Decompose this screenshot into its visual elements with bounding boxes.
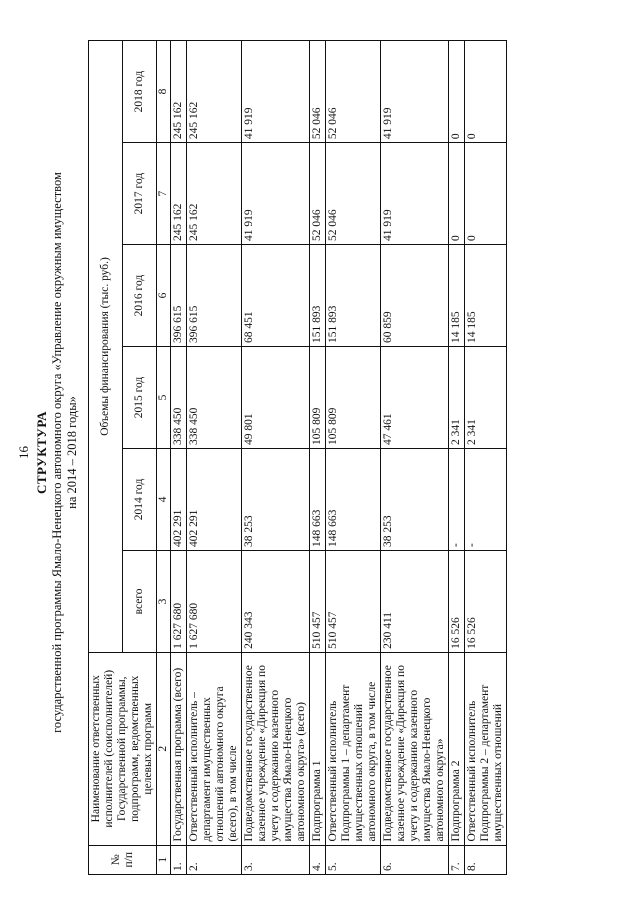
cell-2017: 52 046 xyxy=(310,143,326,245)
cell-2015: 47 461 xyxy=(381,347,449,449)
row-name: Государственная программа (всего) xyxy=(171,652,187,845)
table-row xyxy=(171,41,187,875)
cell-2016: 68 451 xyxy=(242,245,310,347)
column-index: 2 xyxy=(157,652,171,845)
column-index: 4 xyxy=(157,448,171,550)
cell-2014: 402 291 xyxy=(171,448,187,550)
cell-2016: 396 615 xyxy=(187,245,242,347)
page-number: 16 xyxy=(16,446,31,459)
cell-2014: 38 253 xyxy=(381,448,449,550)
table-row xyxy=(465,41,507,875)
row-number: 7. xyxy=(449,845,465,874)
header-no: № п/п xyxy=(89,845,157,874)
cell-2018: 52 046 xyxy=(326,41,381,143)
title-line-3: на 2014 – 2018 годы» xyxy=(65,396,79,509)
row-name: Подпрограмма 2 xyxy=(449,652,465,845)
cell-total: 230 411 xyxy=(381,550,449,652)
cell-2016: 151 893 xyxy=(326,245,381,347)
cell-total: 510 457 xyxy=(310,550,326,652)
table-row xyxy=(381,41,449,875)
cell-2014: - xyxy=(465,448,507,550)
cell-2014: 402 291 xyxy=(187,448,242,550)
cell-2018: 41 919 xyxy=(242,41,310,143)
header-year-2017: 2017 год xyxy=(123,143,157,245)
cell-2017: 245 162 xyxy=(187,143,242,245)
cell-2018: 245 162 xyxy=(171,41,187,143)
column-index: 7 xyxy=(157,143,171,245)
cell-2017: 245 162 xyxy=(171,143,187,245)
cell-total: 1 627 680 xyxy=(171,550,187,652)
financing-structure-table xyxy=(88,40,507,875)
row-name: Ответственный исполнитель Подпрограммы 2 – департамент имущественных отношений xyxy=(465,652,507,845)
cell-total: 510 457 xyxy=(326,550,381,652)
cell-2015: 2 341 xyxy=(465,347,507,449)
cell-2015: 49 801 xyxy=(242,347,310,449)
row-name: Ответственный исполнитель – департамент имущественных отношений автономного округа (всего), в том числе xyxy=(187,652,242,845)
cell-2017: 41 919 xyxy=(242,143,310,245)
header-name: Наименование ответственных исполнителей (соисполнителей) Государственной программы, подпрограмм, ведомственных целевых программ xyxy=(89,652,157,845)
cell-total: 240 343 xyxy=(242,550,310,652)
column-index: 3 xyxy=(157,550,171,652)
table-row xyxy=(187,41,242,875)
cell-2018: 0 xyxy=(465,41,507,143)
cell-2017: 41 919 xyxy=(381,143,449,245)
row-number: 2. xyxy=(187,845,242,874)
row-number: 5. xyxy=(326,845,381,874)
row-number: 4. xyxy=(310,845,326,874)
cell-2016: 151 893 xyxy=(310,245,326,347)
column-index: 6 xyxy=(157,245,171,347)
cell-total: 1 627 680 xyxy=(187,550,242,652)
cell-2015: 2 341 xyxy=(449,347,465,449)
column-index: 1 xyxy=(157,845,171,874)
column-index-row xyxy=(157,41,171,875)
table-row xyxy=(326,41,381,875)
cell-total: 16 526 xyxy=(449,550,465,652)
document-heading xyxy=(34,0,80,905)
header-year-2018: 2018 год xyxy=(123,41,157,143)
row-number: 1. xyxy=(171,845,187,874)
header-year-2016: 2016 год xyxy=(123,245,157,347)
table-row xyxy=(310,41,326,875)
cell-2015: 338 450 xyxy=(171,347,187,449)
cell-2016: 14 185 xyxy=(449,245,465,347)
cell-total: 16 526 xyxy=(465,550,507,652)
row-number: 8. xyxy=(465,845,507,874)
cell-2016: 60 859 xyxy=(381,245,449,347)
cell-2017: 52 046 xyxy=(326,143,381,245)
table-row xyxy=(449,41,465,875)
cell-2017: 0 xyxy=(449,143,465,245)
title-line-2: государственной программы Ямало-Ненецкого автономного округа «Управление окружным имуществом xyxy=(50,172,64,733)
row-name: Подведомственное государственное казенное учреждение «Дирекция по учету и содержанию казенного имущества Ямало-Ненецкого автономного округа» xyxy=(381,652,449,845)
cell-2018: 245 162 xyxy=(187,41,242,143)
row-name: Подведомственное государственное казенное учреждение «Дирекция по учету и содержанию казенного имущества Ямало-Ненецкого автономного округа» (всего) xyxy=(242,652,310,845)
cell-2014: - xyxy=(449,448,465,550)
cell-2017: 0 xyxy=(465,143,507,245)
row-number: 6. xyxy=(381,845,449,874)
cell-2015: 105 809 xyxy=(326,347,381,449)
cell-2018: 52 046 xyxy=(310,41,326,143)
row-name: Ответственный исполнитель Подпрограммы 1 – департамент имущественных отношений автономного округа, в том числе xyxy=(326,652,381,845)
header-year-2015: 2015 год xyxy=(123,347,157,449)
cell-2018: 0 xyxy=(449,41,465,143)
column-index: 5 xyxy=(157,347,171,449)
cell-2014: 38 253 xyxy=(242,448,310,550)
header-total: всего xyxy=(123,550,157,652)
table-row xyxy=(242,41,310,875)
row-number: 3. xyxy=(242,845,310,874)
cell-2016: 14 185 xyxy=(465,245,507,347)
header-volumes: Объемы финансирования (тыс. руб.) xyxy=(89,41,123,653)
cell-2016: 396 615 xyxy=(171,245,187,347)
cell-2015: 105 809 xyxy=(310,347,326,449)
cell-2014: 148 663 xyxy=(310,448,326,550)
row-name: Подпрограмма 1 xyxy=(310,652,326,845)
header-year-2014: 2014 год xyxy=(123,448,157,550)
cell-2015: 338 450 xyxy=(187,347,242,449)
column-index: 8 xyxy=(157,41,171,143)
title-structure: СТРУКТУРА xyxy=(34,410,49,495)
cell-2018: 41 919 xyxy=(381,41,449,143)
cell-2014: 148 663 xyxy=(326,448,381,550)
